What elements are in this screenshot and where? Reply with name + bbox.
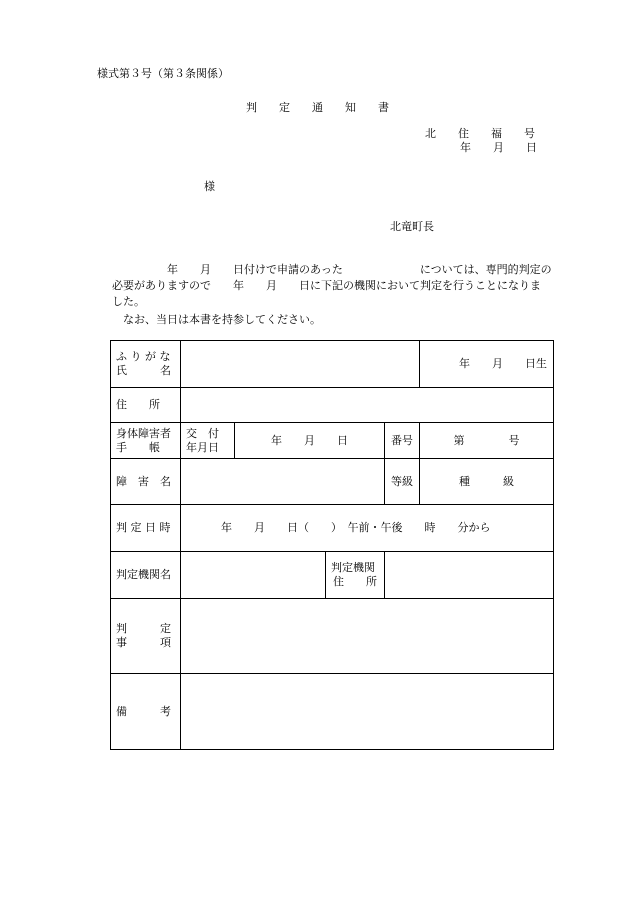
org-address-label-line1: 判定機関 [331, 561, 375, 574]
number-label: 番号 [385, 423, 420, 459]
datetime-label: 判 定 日 時 [111, 505, 181, 552]
items-label-cell [111, 599, 181, 674]
remarks-field [181, 674, 554, 750]
datetime-value: 年 月 日（ ） 午前・午後 時 分から [181, 505, 554, 552]
furigana-label: ふ り が な [116, 350, 171, 363]
body-line-3: した。 [112, 295, 145, 308]
remarks-row [111, 674, 554, 750]
address-label: 住 所 [111, 388, 181, 423]
org-address-label-line2: 住 所 [333, 575, 377, 588]
issue-date-label-cell [181, 423, 235, 459]
issue-date-value: 年 月 日 [235, 423, 385, 459]
address-field [181, 388, 554, 423]
items-row [111, 599, 554, 674]
items-field [181, 599, 554, 674]
addressee-suffix: 様 [204, 180, 215, 193]
handbook-label-line2: 手 帳 [116, 440, 160, 454]
remarks-label: 備 考 [111, 674, 181, 750]
handbook-label-cell [111, 423, 181, 459]
items-label-line2: 事 項 [116, 636, 171, 649]
address-row [111, 388, 554, 423]
name-field [181, 341, 420, 388]
disability-field [181, 459, 385, 505]
disability-label: 障 害 名 [111, 459, 181, 505]
number-value: 第 号 [420, 423, 554, 459]
organization-row [111, 552, 554, 599]
body-line-4: なお、当日は本書を持参してください。 [112, 313, 321, 326]
judgment-form-table [110, 340, 554, 750]
document-date: 年 月 日 [460, 141, 537, 154]
org-name-field [181, 552, 326, 599]
body-line-1: 年 月 日付けで申請のあった については、専門的判定の [112, 263, 552, 276]
grade-label: 等級 [385, 459, 420, 505]
form-number: 様式第３号（第３条関係） [97, 67, 229, 80]
name-label-cell [111, 341, 181, 388]
body-line-2: 必要がありますので 年 月 日に下記の機関において判定を行うことになりま [112, 279, 541, 292]
disability-row [111, 459, 554, 505]
org-name-label: 判定機関名 [111, 552, 181, 599]
issuer-name: 北竜町長 [390, 220, 434, 233]
handbook-row [111, 423, 554, 459]
birth-date: 年 月 日生 [420, 341, 554, 388]
document-title: 判 定 通 知 書 [246, 101, 389, 114]
name-label: 氏 名 [116, 364, 171, 377]
issue-label-line2: 年月日 [186, 440, 219, 454]
document-number: 北 住 福 号 [425, 127, 535, 140]
issue-label-line1: 交 付 [186, 426, 219, 440]
org-address-label-cell [326, 552, 385, 599]
name-row [111, 341, 554, 388]
items-label-line1: 判 定 [116, 622, 171, 635]
grade-value: 種 級 [420, 459, 554, 505]
org-address-field [385, 552, 554, 599]
handbook-label-line1: 身体障害者 [116, 426, 171, 440]
datetime-row [111, 505, 554, 552]
